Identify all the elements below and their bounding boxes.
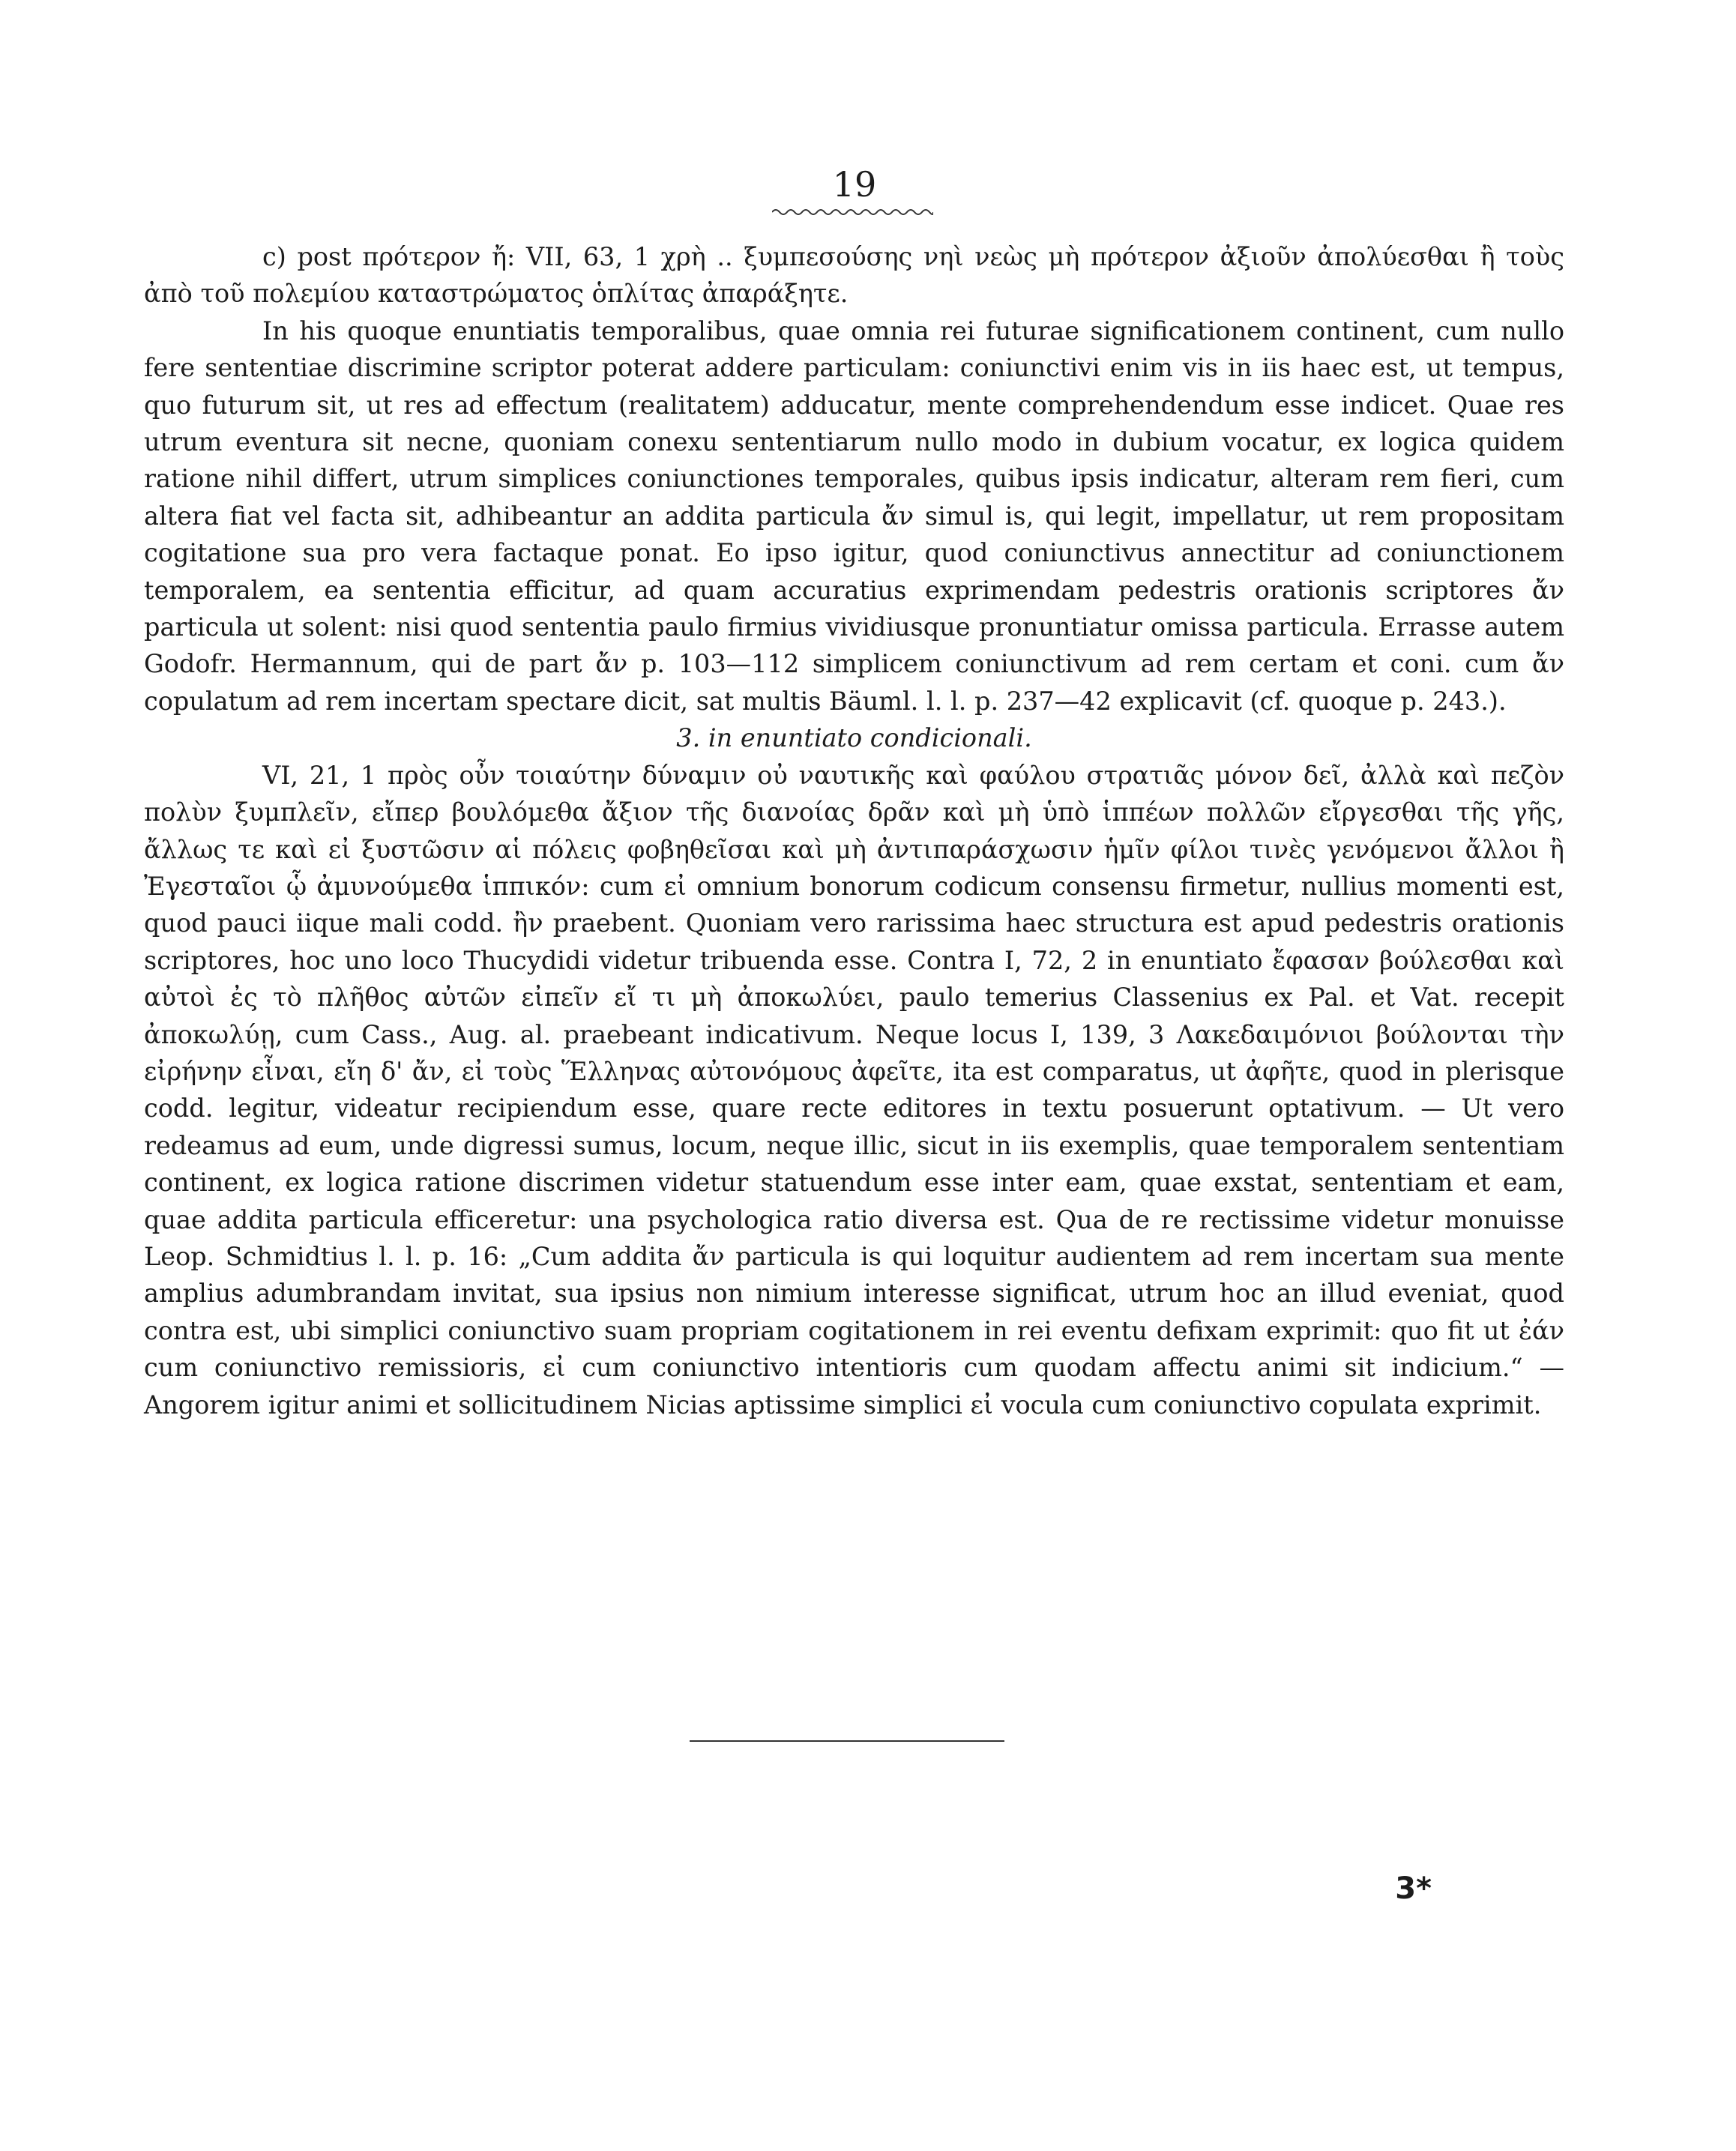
page-number: 19 bbox=[832, 164, 877, 205]
paragraph-c-post-proteron: c) post πρότερον ἤ: VII, 63, 1 χρὴ .. ξυμπεσούσης νηὶ νεὼς μὴ πρότερον ἀξιοῦν ἀπολύεσθαι ἢ τοὺς ἀπὸ τοῦ πολεμίου καταστρώματος ὁπλίτας ἀπαράξητε. bbox=[144, 242, 1564, 309]
section-heading-conditional: 3. in enuntiato condicionali. bbox=[676, 723, 1032, 753]
decorative-wavy-rule bbox=[772, 207, 933, 217]
paragraph-conditional-clause: VI, 21, 1 πρὸς οὖν τοιαύτην δύναμιν οὐ ναυτικῆς καὶ φαύλου στρατιᾶς μόνον δεῖ, ἀλλὰ καὶ πεζὸν πολὺν ξυμπλεῖν, εἴπερ βουλόμεθα ἄξιον τῆς διανοίας δρᾶν καὶ μὴ ὑπὸ ἱππέων πολλῶν εἴργεσθαι τῆς γῆς, ἄλλως τε καὶ εἰ ξυστῶσιν αἱ πόλεις φοβηθεῖσαι καὶ μὴ ἀντιπαράσχωσιν ἡμῖν φίλοι τινὲς γενόμενοι ἄλλοι ἢ Ἐγεσταῖοι ᾧ ἀμυνούμεθα ἱππικόν: cum εἰ omnium bonorum codicum consensu firmetur, nullius momenti est, quod pauci iique mali codd. ἢν praebent. Quoniam vero rarissima haec structura est apud pedestris orationis scriptores, hoc uno loco Thucydidi videtur tribuenda esse. Contra I, 72, 2 in enuntiato ἔφασαν βούλεσθαι καὶ αὐτοὶ ἐς τὸ πλῆθος αὐτῶν εἰπεῖν εἴ τι μὴ ἀποκωλύει, paulo temerius Classenius ex Pal. et Vat. recepit ἀποκωλύῃ, cum Cass., Aug. al. praebeant indicativum. Neque locus I, 139, 3 Λακεδαιμόνιοι βούλονται τὴν εἰρήνην εἶναι, εἴη δ' ἄν, εἰ τοὺς Ἕλληνας αὐτονόμους ἀφεῖτε, ita est comparatus, ut ἀφῆτε, quod in plerisque codd. legitur, videatur recipiendum esse, quare recte editores in textu posuerunt optativum. — Ut vero redeamus ad eum, unde digressi sumus, locum, neque illic, sicut in iis exemplis, quae temporalem sententiam continent, ex logica ratione discrimen videtur statuendum esse inter eam, quae exstat, sententiam et eam, quae addita particula efficeretur: una psychologica ratio diversa est. Qua de re rectissime videtur monuisse Leop. Schmidtius l. l. p. 16: „Cum addita ἄν particula is qui loquitur audientem ad rem incertam sua mente amplius adumbrandam invitat, sua ipsius non nimium interesse significat, utrum hoc an illud eveniat, quod contra est, ubi simplici coniunctivo suam propriam cogitationem in rei eventu defixam exprimit: quo fit ut ἐάν cum coniunctivo remissioris, εἰ cum coniunctivo intentioris cum quodam affectu animi sit indicium.“ — Angorem igitur animi et sollicitudinem Nicias aptissime simplici εἰ vocula cum coniunctivo copulata exprimit. bbox=[144, 760, 1564, 1420]
paragraph-temporal-clauses: In his quoque enuntiatis temporalibus, quae omnia rei futurae significationem continent, cum nullo fere sententiae discrimine scriptor poterat addere particulam: coniunctivi enim vis in iis haec est, ut tempus, quo futurum sit, ut res ad effectum (realitatem) adducatur, mente comprehendendum esse indicet. Quae res utrum eventura sit necne, quoniam conexu sententiarum nullo modo in dubium vocatur, ex logica quidem ratione nihil differt, utrum simplices coniunctiones temporales, quibus ipsis indicatur, alteram rem fieri, cum altera fiat vel facta sit, adhibeantur an addita particula ἄν simul is, qui legit, impellatur, ut rem propositam cogitatione sua pro vera factaque ponat. Eo ipso igitur, quod coniunctivus annectitur ad coniunctionem temporalem, ea sententia efficitur, ad quam accuratius exprimendam pedestris orationis scriptores ἄν particula ut solent: nisi quod sententia paulo firmius vividiusque pronuntiatur omissa particula. Errasse autem Godofr. Hermannum, qui de part ἄν p. 103—112 simplicem coniunctivum ad rem certam et coni. cum ἄν copulatum ad rem incertam spectare dicit, sat multis Bäuml. l. l. p. 237—42 explicavit (cf. quoque p. 243.). bbox=[144, 316, 1564, 716]
body-text bbox=[144, 238, 1564, 1423]
printer-signature-mark: 3* bbox=[1395, 1871, 1432, 1906]
footer-divider bbox=[690, 1740, 1004, 1742]
